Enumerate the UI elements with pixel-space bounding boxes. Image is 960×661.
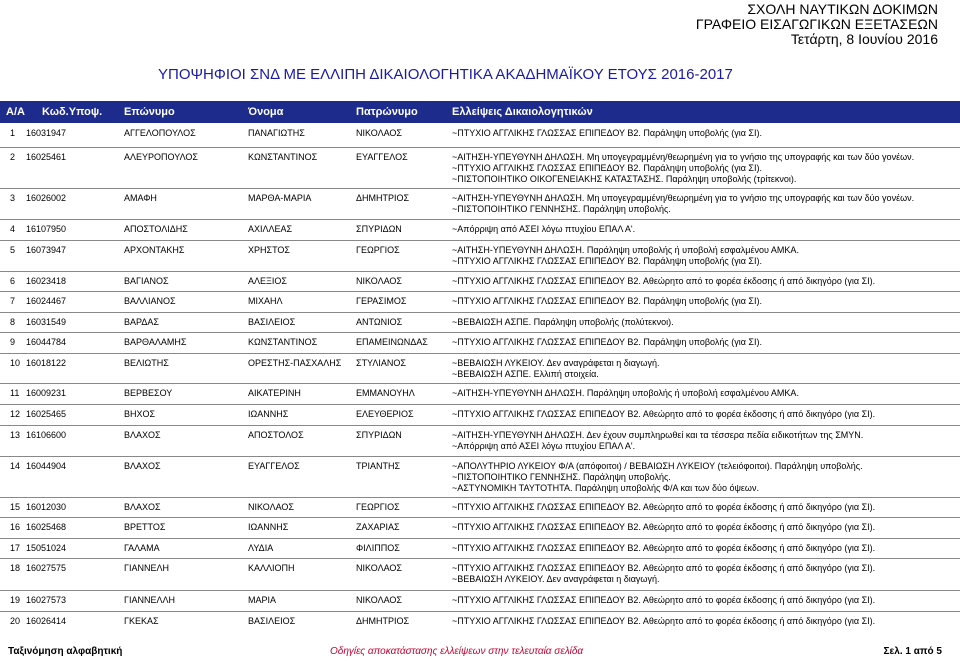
- cell-father: ΝΙΚΟΛΑΟΣ: [356, 276, 402, 286]
- cell-deficiencies: [452, 152, 914, 185]
- cell-father: ΕΠΑΜΕΙΝΩΝΔΑΣ: [356, 337, 428, 347]
- col-name: Όνομα: [248, 106, 284, 118]
- cell-name: ΑΧΙΛΛΕΑΣ: [248, 224, 293, 234]
- cell-name: ΟΡΕΣΤΗΣ-ΠΑΣΧΑΛΗΣ: [248, 358, 342, 368]
- cell-father: ΓΕΩΡΓΙΟΣ: [356, 245, 400, 255]
- row-divider: [0, 538, 960, 539]
- cell-deficiencies: [452, 337, 762, 348]
- cell-deficiencies: [452, 502, 875, 513]
- cell-deficiencies: [452, 409, 875, 420]
- cell-aa: 15: [10, 502, 21, 512]
- cell-surname: ΒΑΡΘΑΛΑΜΗΣ: [124, 337, 187, 347]
- cell-code: 16106600: [26, 430, 67, 440]
- col-father: Πατρώνυμο: [356, 106, 418, 118]
- cell-deficiencies: [452, 296, 762, 307]
- cell-father: ΣΠΥΡΙΔΩΝ: [356, 224, 402, 234]
- cell-name: ΛΥΔΙΑ: [248, 543, 274, 553]
- cell-code: 16023418: [26, 276, 67, 286]
- deficiency-line: ~ΑΙΤΗΣΗ-ΥΠΕΥΘΥΝΗ ΔΗΛΩΣΗ. Δεν έχουν συμπληρωθεί και τα τέσσερα πεδία ειδικοτήτων της ΣΜΥΝ.: [452, 430, 864, 440]
- school-name: ΣΧΟΛΗ ΝΑΥΤΙΚΩΝ ΔΟΚΙΜΩΝ: [747, 1, 938, 17]
- cell-father: ΔΗΜΗΤΡΙΟΣ: [356, 193, 410, 203]
- col-surname: Επώνυμο: [124, 106, 175, 118]
- cell-aa: 4: [10, 224, 16, 234]
- cell-code: 16073947: [26, 245, 67, 255]
- deficiency-line: ~ΠΤΥΧΙΟ ΑΓΓΛΙΚΗΣ ΓΛΩΣΣΑΣ ΕΠΙΠΕΔΟΥ Β2. Παράληψη υποβολής (για ΣΙ).: [452, 337, 762, 347]
- cell-code: 15051024: [26, 543, 67, 553]
- cell-name: ΒΑΣΙΛΕΙΟΣ: [248, 317, 296, 327]
- deficiency-line: ~ΑΙΤΗΣΗ-ΥΠΕΥΘΥΝΗ ΔΗΛΩΣΗ. Παράληψη υποβολής ή υποβολή εσφαλμένου ΑΜΚΑ.: [452, 245, 799, 255]
- deficiency-line: ~ΠΤΥΧΙΟ ΑΓΓΛΙΚΗΣ ΓΛΩΣΣΑΣ ΕΠΙΠΕΔΟΥ Β2. Αθεώρητο από το φορέα έκδοσης ή από δικηγόρο (για ΣΙ).: [452, 595, 876, 605]
- row-divider: [0, 271, 960, 272]
- cell-code: 16027575: [26, 563, 67, 573]
- deficiency-line: ~ΠΙΣΤΟΠΟΙΗΤΙΚΟ ΓΕΝΝΗΣΗΣ. Παράληψη υποβολής.: [452, 204, 671, 214]
- deficiency-line: ~ΠΤΥΧΙΟ ΑΓΓΛΙΚΗΣ ΓΛΩΣΣΑΣ ΕΠΙΠΕΔΟΥ Β2. Αθεώρητο από το φορέα έκδοσης ή από δικηγόρο (για ΣΙ).: [452, 276, 876, 286]
- cell-name: ΚΑΛΛΙΟΠΗ: [248, 563, 295, 573]
- table-header: [0, 101, 960, 123]
- cell-code: 16027573: [26, 595, 67, 605]
- row-divider: [0, 332, 960, 333]
- footer-sort-note: Ταξινόμηση αλφαβητική: [8, 646, 123, 657]
- cell-surname: ΒΡΕΤΤΟΣ: [124, 522, 166, 532]
- cell-father: ΖΑΧΑΡΙΑΣ: [356, 522, 400, 532]
- cell-code: 16009231: [26, 388, 67, 398]
- deficiency-line: ~ΠΤΥΧΙΟ ΑΓΓΛΙΚΗΣ ΓΛΩΣΣΑΣ ΕΠΙΠΕΔΟΥ Β2. Αθεώρητο από το φορέα έκδοσης ή από δικηγόρο (για ΣΙ).: [452, 616, 876, 626]
- cell-deficiencies: [452, 276, 875, 287]
- cell-name: ΒΑΣΙΛΕΙΟΣ: [248, 616, 296, 626]
- deficiency-line: ~ΒΕΒΑΙΩΣΗ ΑΣΠΕ. Ελλιπή στοιχεία.: [452, 369, 599, 379]
- cell-deficiencies: [452, 245, 799, 267]
- cell-aa: 11: [10, 388, 20, 398]
- cell-deficiencies: [452, 358, 659, 380]
- row-divider: [0, 404, 960, 405]
- cell-name: ΕΥΑΓΓΕΛΟΣ: [248, 461, 300, 471]
- cell-code: 16031549: [26, 317, 67, 327]
- cell-father: ΑΝΤΩΝΙΟΣ: [356, 317, 403, 327]
- cell-father: ΝΙΚΟΛΑΟΣ: [356, 128, 402, 138]
- col-deficiencies: Ελλείψεις Δικαιολογητικών: [452, 106, 593, 118]
- cell-deficiencies: [452, 522, 875, 533]
- cell-surname: ΒΛΑΧΟΣ: [124, 430, 161, 440]
- cell-surname: ΑΛΕΥΡΟΠΟΥΛΟΣ: [124, 152, 198, 162]
- cell-deficiencies: [452, 616, 875, 627]
- col-code: Κωδ.Υποψ.: [42, 106, 103, 118]
- deficiency-line: ~ΒΕΒΑΙΩΣΗ ΛΥΚΕΙΟΥ. Δεν αναγράφεται η διαγωγή.: [452, 358, 660, 368]
- page-title: ΥΠΟΨΗΦΙΟΙ ΣΝΔ ΜΕ ΕΛΛΙΠΗ ΔΙΚΑΙΟΛΟΓΗΤΙΚΑ ΑΚΑΔΗΜΑΪΚΟΥ ΕΤΟΥΣ 2016-2017: [158, 66, 733, 83]
- cell-code: 16012030: [26, 502, 67, 512]
- deficiency-line: ~ΠΤΥΧΙΟ ΑΓΓΛΙΚΗΣ ΓΛΩΣΣΑΣ ΕΠΙΠΕΔΟΥ Β2. Αθεώρητο από το φορέα έκδοσης ή από δικηγόρο (για ΣΙ).: [452, 543, 876, 553]
- cell-surname: ΓΙΑΝΝΕΛΛΗ: [124, 595, 175, 605]
- row-divider: [0, 425, 960, 426]
- cell-aa: 18: [10, 563, 21, 573]
- cell-aa: 17: [10, 543, 21, 553]
- cell-code: 16026414: [26, 616, 67, 626]
- cell-surname: ΒΛΑΧΟΣ: [124, 502, 161, 512]
- cell-aa: 3: [10, 193, 16, 203]
- cell-deficiencies: [452, 430, 863, 452]
- cell-aa: 1: [10, 128, 16, 138]
- row-divider: [0, 312, 960, 313]
- cell-name: ΠΑΝΑΓΙΩΤΗΣ: [248, 128, 305, 138]
- deficiency-line: ~ΠΤΥΧΙΟ ΑΓΓΛΙΚΗΣ ΓΛΩΣΣΑΣ ΕΠΙΠΕΔΟΥ Β2. Αθεώρητο από το φορέα έκδοσης ή από δικηγόρο (για ΣΙ).: [452, 522, 876, 532]
- document-date: Τετάρτη, 8 Ιουνίου 2016: [790, 31, 938, 47]
- cell-father: ΣΠΥΡΙΔΩΝ: [356, 430, 402, 440]
- deficiency-line: ~ΑΙΤΗΣΗ-ΥΠΕΥΘΥΝΗ ΔΗΛΩΣΗ. Μη υπογεγραμμένη/θεωρημένη για το γνήσιο της υπογραφής και των δύο γονέων.: [452, 193, 915, 203]
- cell-deficiencies: [452, 193, 914, 215]
- row-divider: [0, 558, 960, 559]
- cell-surname: ΒΕΛΙΩΤΗΣ: [124, 358, 169, 368]
- row-divider: [0, 188, 960, 189]
- cell-father: ΝΙΚΟΛΑΟΣ: [356, 563, 402, 573]
- cell-aa: 14: [10, 461, 21, 471]
- row-divider: [0, 517, 960, 518]
- cell-father: ΓΕΩΡΓΙΟΣ: [356, 502, 400, 512]
- cell-father: ΓΕΡΑΣΙΜΟΣ: [356, 296, 407, 306]
- deficiency-line: ~ΠΤΥΧΙΟ ΑΓΓΛΙΚΗΣ ΓΛΩΣΣΑΣ ΕΠΙΠΕΔΟΥ Β2. Αθεώρητο από το φορέα έκδοσης ή από δικηγόρο (για ΣΙ).: [452, 563, 876, 573]
- row-divider: [0, 611, 960, 612]
- row-divider: [0, 497, 960, 498]
- cell-code: 16031947: [26, 128, 67, 138]
- cell-aa: 5: [10, 245, 16, 255]
- cell-aa: 9: [10, 337, 16, 347]
- cell-aa: 12: [10, 409, 21, 419]
- cell-surname: ΒΑΓΙΑΝΟΣ: [124, 276, 169, 286]
- row-divider: [0, 147, 960, 148]
- cell-father: ΕΜΜΑΝΟΥΗΛ: [356, 388, 415, 398]
- cell-code: 16025468: [26, 522, 67, 532]
- footer-instructions-link[interactable]: Οδηγίες αποκατάστασης ελλείψεων στην τελευταία σελίδα: [330, 646, 584, 657]
- cell-name: ΙΩΑΝΝΗΣ: [248, 409, 289, 419]
- cell-code: 16018122: [26, 358, 67, 368]
- cell-name: ΝΙΚΟΛΑΟΣ: [248, 502, 294, 512]
- deficiency-line: ~ΑΠΟΛΥΤΗΡΙΟ ΛΥΚΕΙΟΥ Φ/Α (απόφοιτοι) / ΒΕΒΑΙΩΣΗ ΛΥΚΕΙΟΥ (τελειόφοιτοι). Παράληψη υποβολής.: [452, 461, 863, 471]
- cell-father: ΦΙΛΙΠΠΟΣ: [356, 543, 400, 553]
- cell-surname: ΒΗΧΟΣ: [124, 409, 156, 419]
- row-divider: [0, 353, 960, 354]
- cell-deficiencies: [452, 128, 762, 139]
- document-header: [696, 2, 938, 47]
- cell-surname: ΒΑΡΔΑΣ: [124, 317, 159, 327]
- cell-father: ΕΛΕΥΘΕΡΙΟΣ: [356, 409, 414, 419]
- cell-aa: 10: [10, 358, 21, 368]
- col-aa: Α/Α: [6, 106, 25, 118]
- cell-name: ΜΙΧΑΗΛ: [248, 296, 283, 306]
- deficiency-line: ~Απόρριψη από ΑΣΕΙ λόγω πτυχίου ΕΠΑΛ Α'.: [452, 224, 636, 234]
- footer-page-number: Σελ. 1 από 5: [883, 646, 942, 657]
- deficiency-line: ~ΠΤΥΧΙΟ ΑΓΓΛΙΚΗΣ ΓΛΩΣΣΑΣ ΕΠΙΠΕΔΟΥ Β2. Αθεώρητο από το φορέα έκδοσης ή από δικηγόρο (για ΣΙ).: [452, 502, 876, 512]
- cell-aa: 6: [10, 276, 16, 286]
- cell-aa: 13: [10, 430, 21, 440]
- deficiency-line: ~ΑΣΤΥΝΟΜΙΚΗ ΤΑΥΤΟΤΗΤΑ. Παράληψη υποβολής Φ/Α και των δύο όψεων.: [452, 483, 759, 493]
- cell-code: 16044904: [26, 461, 67, 471]
- cell-name: ΧΡΗΣΤΟΣ: [248, 245, 290, 255]
- cell-deficiencies: [452, 563, 875, 585]
- cell-father: ΣΤΥΛΙΑΝΟΣ: [356, 358, 406, 368]
- row-divider: [0, 240, 960, 241]
- deficiency-line: ~ΠΤΥΧΙΟ ΑΓΓΛΙΚΗΣ ΓΛΩΣΣΑΣ ΕΠΙΠΕΔΟΥ Β2. Παράληψη υποβολής (για ΣΙ).: [452, 163, 762, 173]
- deficiency-line: ~ΠΤΥΧΙΟ ΑΓΓΛΙΚΗΣ ΓΛΩΣΣΑΣ ΕΠΙΠΕΔΟΥ Β2. Παράληψη υποβολής (για ΣΙ).: [452, 256, 762, 266]
- office-name: ΓΡΑΦΕΙΟ ΕΙΣΑΓΩΓΙΚΩΝ ΕΞΕΤΑΣΕΩΝ: [695, 16, 938, 32]
- cell-name: ΜΑΡΙΑ: [248, 595, 277, 605]
- cell-code: 16107950: [26, 224, 67, 234]
- row-divider: [0, 383, 960, 384]
- cell-name: ΑΠΟΣΤΟΛΟΣ: [248, 430, 304, 440]
- cell-deficiencies: [452, 317, 674, 328]
- cell-father: ΤΡΙΑΝΤΗΣ: [356, 461, 401, 471]
- cell-aa: 19: [10, 595, 21, 605]
- cell-code: 16025465: [26, 409, 67, 419]
- cell-surname: ΑΓΓΕΛΟΠΟΥΛΟΣ: [124, 128, 196, 138]
- cell-surname: ΑΡΧΟΝΤΑΚΗΣ: [124, 245, 185, 255]
- cell-surname: ΒΛΑΧΟΣ: [124, 461, 161, 471]
- deficiency-line: ~ΠΙΣΤΟΠΟΙΗΤΙΚΟ ΟΙΚΟΓΕΝΕΙΑΚΗΣ ΚΑΤΑΣΤΑΣΗΣ. Παράληψη υποβολής (τρίτεκνοι).: [452, 174, 797, 184]
- deficiency-line: ~ΒΕΒΑΙΩΣΗ ΑΣΠΕ. Παράληψη υποβολής (πολύτεκνοι).: [452, 317, 674, 327]
- deficiency-line: ~ΠΤΥΧΙΟ ΑΓΓΛΙΚΗΣ ΓΛΩΣΣΑΣ ΕΠΙΠΕΔΟΥ Β2. Παράληψη υποβολής (για ΣΙ).: [452, 296, 762, 306]
- deficiency-line: ~ΑΙΤΗΣΗ-ΥΠΕΥΘΥΝΗ ΔΗΛΩΣΗ. Παράληψη υποβολής ή υποβολή εσφαλμένου ΑΜΚΑ.: [452, 388, 799, 398]
- cell-aa: 8: [10, 317, 16, 327]
- cell-surname: ΓΑΛΑΜΑ: [124, 543, 160, 553]
- cell-father: ΕΥΑΓΓΕΛΟΣ: [356, 152, 408, 162]
- cell-aa: 16: [10, 522, 21, 532]
- row-divider: [0, 590, 960, 591]
- cell-deficiencies: [452, 595, 875, 606]
- cell-code: 16026002: [26, 193, 67, 203]
- cell-surname: ΒΑΛΛΙΑΝΟΣ: [124, 296, 176, 306]
- deficiency-line: ~ΒΕΒΑΙΩΣΗ ΛΥΚΕΙΟΥ. Δεν αναγράφεται η διαγωγή.: [452, 574, 660, 584]
- cell-aa: 20: [10, 616, 21, 626]
- cell-surname: ΓΚΕΚΑΣ: [124, 616, 159, 626]
- cell-name: ΚΩΝΣΤΑΝΤΙΝΟΣ: [248, 337, 318, 347]
- cell-deficiencies: [452, 461, 863, 494]
- cell-name: ΜΑΡΘΑ-ΜΑΡΙΑ: [248, 193, 312, 203]
- cell-aa: 2: [10, 152, 16, 162]
- cell-deficiencies: [452, 388, 799, 399]
- row-divider: [0, 456, 960, 457]
- cell-name: ΑΛΕΞΙΟΣ: [248, 276, 287, 286]
- cell-code: 16025461: [26, 152, 67, 162]
- cell-surname: ΑΠΟΣΤΟΛΙΔΗΣ: [124, 224, 188, 234]
- cell-surname: ΓΙΑΝΝΕΛΗ: [124, 563, 169, 573]
- cell-name: ΑΙΚΑΤΕΡΙΝΗ: [248, 388, 301, 398]
- deficiency-line: ~ΑΙΤΗΣΗ-ΥΠΕΥΘΥΝΗ ΔΗΛΩΣΗ. Μη υπογεγραμμένη/θεωρημένη για το γνήσιο της υπογραφής και των δύο γονέων.: [452, 152, 915, 162]
- cell-code: 16024467: [26, 296, 67, 306]
- cell-name: ΙΩΑΝΝΗΣ: [248, 522, 289, 532]
- cell-code: 16044784: [26, 337, 67, 347]
- deficiency-line: ~Απόρριψη από ΑΣΕΙ λόγω πτυχίου ΕΠΑΛ Α'.: [452, 441, 636, 451]
- cell-father: ΔΗΜΗΤΡΙΟΣ: [356, 616, 410, 626]
- row-divider: [0, 219, 960, 220]
- cell-surname: ΑΜΑΦΗ: [124, 193, 157, 203]
- deficiency-line: ~ΠΤΥΧΙΟ ΑΓΓΛΙΚΗΣ ΓΛΩΣΣΑΣ ΕΠΙΠΕΔΟΥ Β2. Αθεώρητο από το φορέα έκδοσης ή από δικηγόρο (για ΣΙ).: [452, 409, 876, 419]
- deficiency-line: ~ΠΙΣΤΟΠΟΙΗΤΙΚΟ ΓΕΝΝΗΣΗΣ. Παράληψη υποβολής.: [452, 472, 671, 482]
- cell-deficiencies: [452, 543, 875, 554]
- cell-father: ΝΙΚΟΛΑΟΣ: [356, 595, 402, 605]
- row-divider: [0, 291, 960, 292]
- cell-aa: 7: [10, 296, 16, 306]
- cell-name: ΚΩΝΣΤΑΝΤΙΝΟΣ: [248, 152, 318, 162]
- cell-deficiencies: [452, 224, 635, 235]
- deficiency-line: ~ΠΤΥΧΙΟ ΑΓΓΛΙΚΗΣ ΓΛΩΣΣΑΣ ΕΠΙΠΕΔΟΥ Β2. Παράληψη υποβολής (για ΣΙ).: [452, 128, 762, 138]
- cell-surname: ΒΕΡΒΕΣΟΥ: [124, 388, 173, 398]
